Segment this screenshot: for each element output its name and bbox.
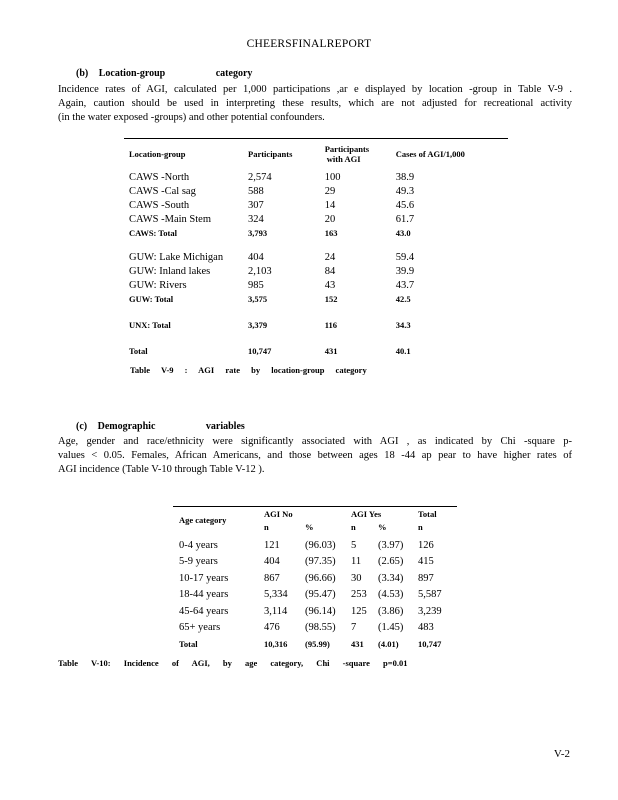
cell-with-agi: 163 <box>324 228 338 238</box>
cell-no-pct: (97.35) <box>305 556 336 568</box>
table-row <box>124 278 508 292</box>
cell-location: CAWS -Main Stem <box>129 213 211 225</box>
cell-with-agi: 43 <box>324 279 336 291</box>
cell-location: GUW: Total <box>129 294 174 304</box>
table-subtotal-row <box>124 318 508 332</box>
cell-location: CAWS -Cal sag <box>129 185 196 197</box>
section-c-title-suffix: variables <box>205 421 245 432</box>
paragraph-line: Again, caution should be used in interpreting these results, which are not adjusted for recreational activity <box>58 98 572 109</box>
col-header-total: Total <box>418 508 437 519</box>
col-header-agi-yes: AGI Yes <box>351 508 382 519</box>
table-row <box>124 184 508 198</box>
table-row <box>124 212 508 226</box>
cell-no-n: 3,114 <box>264 605 288 617</box>
cell-yes-pct: (4.01) <box>378 639 399 650</box>
cell-participants: 10,747 <box>248 346 272 356</box>
cell-yes-pct: (1.45) <box>378 622 404 634</box>
table-subtotal-row <box>124 226 508 240</box>
table-v9-caption: Table V-9 : AGI rate by location-group category <box>130 365 367 375</box>
cell-cases: 45.6 <box>395 199 415 211</box>
cell-yes-pct: (2.65) <box>378 556 404 568</box>
page-number: V-2 <box>553 748 570 760</box>
cell-participants: 3,793 <box>248 228 268 238</box>
table-row <box>173 587 457 604</box>
col-header-participants: Participants <box>248 149 293 159</box>
cell-yes-pct: (3.34) <box>378 572 404 584</box>
cell-location: GUW: Inland lakes <box>129 265 211 277</box>
section-b-title-suffix: category <box>215 68 253 79</box>
col-header-age-category: Age category <box>179 515 227 525</box>
col-header-location: Location-group <box>129 149 186 159</box>
cell-cases: 40.1 <box>395 346 411 356</box>
cell-participants: 985 <box>248 279 264 291</box>
cell-with-agi: 431 <box>324 346 338 356</box>
table-row <box>173 620 457 637</box>
cell-total: 126 <box>418 539 434 551</box>
cell-cases: 38.9 <box>395 171 415 183</box>
cell-yes-n: 253 <box>351 589 367 601</box>
cell-no-pct: (95.47) <box>305 589 336 601</box>
paragraph-line: Age, gender and race/ethnicity were significantly associated with AGI , as indicated by Chi -square p- <box>58 436 572 447</box>
cell-no-pct: (96.03) <box>305 539 336 551</box>
cell-yes-n: 11 <box>351 556 362 568</box>
cell-total: 415 <box>418 556 434 568</box>
cell-yes-n: 125 <box>351 605 367 617</box>
table-v10 <box>173 507 457 653</box>
cell-no-n: 10,316 <box>264 639 288 650</box>
cell-age: Total <box>179 639 198 650</box>
table-row <box>173 537 457 554</box>
cell-yes-pct: (4.53) <box>378 589 404 601</box>
col-header-with-agi <box>325 138 396 170</box>
table-spacer <box>124 332 508 344</box>
col-header-no-pct: % <box>305 521 314 532</box>
cell-yes-n: 5 <box>351 539 357 551</box>
cell-cases: 43.7 <box>395 279 415 291</box>
table-v10-caption: Table V-10: Incidence of AGI, by age category, Chi -square p=0.01 <box>58 658 408 668</box>
cell-cases: 49.3 <box>395 185 415 197</box>
cell-with-agi: 14 <box>324 199 336 211</box>
table-v9 <box>124 138 508 358</box>
section-c-label: (c) <box>76 421 88 432</box>
col-header-with-agi-line1: Participants <box>324 144 370 154</box>
cell-age: 65+ years <box>179 622 221 634</box>
table-row <box>124 264 508 278</box>
cell-no-pct: (96.14) <box>305 605 336 617</box>
cell-yes-n: 431 <box>351 639 364 650</box>
cell-participants: 307 <box>248 199 264 211</box>
cell-participants: 2,574 <box>248 171 272 183</box>
cell-location: CAWS -North <box>129 171 190 183</box>
cell-yes-pct: (3.97) <box>378 539 404 551</box>
cell-no-pct: (98.55) <box>305 622 336 634</box>
paragraph-line: (in the water exposed -groups) and other potential confounders. <box>58 112 325 123</box>
table-total-row <box>173 636 457 653</box>
cell-yes-pct: (3.86) <box>378 605 404 617</box>
col-header-no-n: n <box>264 521 269 532</box>
cell-age: 10-17 years <box>179 572 229 584</box>
cell-total: 5,587 <box>418 589 442 601</box>
cell-no-n: 867 <box>264 572 280 584</box>
cell-location: CAWS -South <box>129 199 190 211</box>
table-row <box>124 198 508 212</box>
section-c-heading <box>76 421 245 432</box>
table-spacer <box>124 240 508 250</box>
cell-no-n: 5,334 <box>264 589 288 601</box>
table-subtotal-row <box>124 292 508 306</box>
table-header-row <box>124 138 508 170</box>
section-b-label: (b) <box>76 68 89 79</box>
cell-with-agi: 116 <box>324 320 338 330</box>
cell-with-agi: 152 <box>324 294 338 304</box>
cell-cases: 43.0 <box>395 228 411 238</box>
section-b-heading <box>76 68 252 79</box>
cell-total: 897 <box>418 572 434 584</box>
section-c-title: Demographic <box>97 421 156 432</box>
table-row <box>124 250 508 264</box>
cell-location: UNX: Total <box>129 320 171 330</box>
cell-age: 18-44 years <box>179 589 229 601</box>
section-b-title: Location-group <box>98 68 166 79</box>
col-header-with-agi-line2: with AGI <box>326 154 361 164</box>
cell-participants: 324 <box>248 213 264 225</box>
col-header-yes-n: n <box>351 521 356 532</box>
cell-no-pct: (95.99) <box>305 639 330 650</box>
section-b-paragraph <box>58 83 572 125</box>
cell-cases: 39.9 <box>395 265 415 277</box>
cell-with-agi: 29 <box>324 185 336 197</box>
table-row <box>124 170 508 184</box>
cell-yes-n: 30 <box>351 572 362 584</box>
cell-with-agi: 100 <box>324 171 341 183</box>
cell-location: CAWS: Total <box>129 228 177 238</box>
cell-participants: 2,103 <box>248 265 272 277</box>
cell-cases: 34.3 <box>395 320 411 330</box>
cell-age: 0-4 years <box>179 539 218 551</box>
cell-no-pct: (96.66) <box>305 572 336 584</box>
cell-location: GUW: Lake Michigan <box>129 251 224 263</box>
cell-with-agi: 84 <box>324 265 336 277</box>
cell-cases: 42.5 <box>395 294 411 304</box>
cell-location: Total <box>129 346 148 356</box>
paragraph-line: values < 0.05. Females, African Americans, and those between ages 18 -44 ap pear to have higher rates of <box>58 450 572 461</box>
paragraph-line: Incidence rates of AGI, calculated per 1,000 participations ,ar e displayed by location -group in Table V-9 . <box>58 84 572 95</box>
section-c-paragraph <box>58 435 572 477</box>
cell-cases: 61.7 <box>395 213 415 225</box>
table-spacer <box>124 306 508 318</box>
col-header-cases: Cases of AGI/1,000 <box>395 149 465 159</box>
cell-participants: 3,575 <box>248 294 268 304</box>
cell-total: 483 <box>418 622 434 634</box>
table-header-row <box>173 507 457 520</box>
cell-participants: 404 <box>248 251 264 263</box>
cell-no-n: 121 <box>264 539 280 551</box>
table-total-row <box>124 344 508 358</box>
cell-yes-n: 7 <box>351 622 357 634</box>
cell-location: GUW: Rivers <box>129 279 187 291</box>
cell-participants: 588 <box>248 185 264 197</box>
report-header: CHEERSFINALREPORT <box>246 38 372 50</box>
cell-cases: 59.4 <box>395 251 415 263</box>
cell-total: 10,747 <box>418 639 442 650</box>
col-header-total-n: n <box>418 521 423 532</box>
table-row <box>173 603 457 620</box>
cell-age: 45-64 years <box>179 605 229 617</box>
paragraph-line: AGI incidence (Table V-10 through Table V-12 ). <box>58 464 265 475</box>
table-row <box>173 570 457 587</box>
col-header-agi-no: AGI No <box>264 508 293 519</box>
cell-no-n: 404 <box>264 556 280 568</box>
cell-total: 3,239 <box>418 605 442 617</box>
col-header-yes-pct: % <box>378 521 387 532</box>
cell-with-agi: 24 <box>324 251 336 263</box>
table-row <box>173 554 457 571</box>
cell-participants: 3,379 <box>248 320 268 330</box>
cell-no-n: 476 <box>264 622 280 634</box>
cell-age: 5-9 years <box>179 556 218 568</box>
cell-with-agi: 20 <box>324 213 336 225</box>
